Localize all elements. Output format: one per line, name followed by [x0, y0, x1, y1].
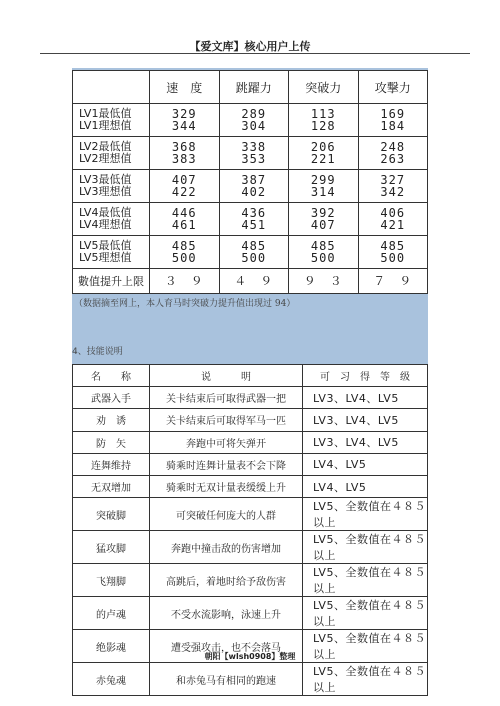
skill-description: 关卡结束后可取得武器一把	[150, 387, 303, 409]
level-ideal-label: LV1理想值	[79, 119, 132, 132]
skill-level: LV3、LV4、LV5	[303, 387, 428, 409]
stat-ideal-value: 304	[241, 119, 267, 133]
stat-ideal-value: 500	[310, 251, 336, 265]
stat-ideal-value: 344	[171, 119, 197, 133]
stat-value-cell	[358, 170, 428, 203]
skill-name: 突破脚	[73, 498, 150, 531]
stat-ideal-value: 451	[241, 218, 267, 232]
stat-min-value: 329	[171, 107, 197, 121]
level-min-label: LV2最低值	[79, 140, 132, 153]
stat-value-cell	[358, 203, 428, 236]
level-min-label: LV4最低值	[79, 206, 132, 219]
level-ideal-label: LV3理想值	[79, 185, 132, 198]
skill-description: 和赤兔马有相同的跑速	[150, 663, 303, 696]
skill-row	[73, 431, 428, 453]
level-ideal-label: LV4理想值	[79, 218, 132, 231]
skill-row	[73, 597, 428, 630]
stat-value-cell	[219, 104, 289, 137]
skill-description: 高跳后，着地时给予敌伤害	[150, 564, 303, 597]
skill-level: LV5、全数值在４８５以上	[303, 630, 428, 663]
stats-header-row	[73, 71, 428, 104]
stats-limit-value: ３ ９	[150, 269, 220, 294]
skill-name: 飞翔脚	[73, 564, 150, 597]
skill-level: LV4、LV5	[303, 453, 428, 475]
skill-row	[73, 475, 428, 497]
stat-min-value: 113	[310, 107, 336, 121]
stats-header-cell	[73, 71, 150, 104]
skill-name: 武器入手	[73, 387, 150, 409]
stats-header-cell: 突破力	[289, 71, 359, 104]
stat-min-value: 406	[380, 206, 406, 220]
level-label	[73, 104, 150, 137]
skill-level: LV3、LV4、LV5	[303, 409, 428, 431]
stat-ideal-value: 342	[380, 185, 406, 199]
skill-name: 劝 诱	[73, 409, 150, 431]
skill-description: 关卡结束后可取得军马一匹	[150, 409, 303, 431]
skill-row	[73, 531, 428, 564]
stat-value-cell	[219, 170, 289, 203]
skills-header-cell: 说 明	[150, 365, 303, 387]
skill-name: 猛攻脚	[73, 531, 150, 564]
skill-level: LV5、全数值在４８５以上	[303, 564, 428, 597]
skills-header-cell: 名 称	[73, 365, 150, 387]
stats-limit-row	[73, 269, 428, 294]
skill-description: 骑乘时无双计量表缓缓上升	[150, 475, 303, 497]
stats-table	[72, 70, 428, 294]
stats-limit-value: ４ ９	[219, 269, 289, 294]
skill-description: 骑乘时连舞计量表不会下降	[150, 453, 303, 475]
skill-name: 绝影魂	[73, 630, 150, 663]
level-min-label: LV5最低值	[79, 239, 132, 252]
skill-description: 奔跑中可将矢弹开	[150, 431, 303, 453]
stat-ideal-value: 353	[241, 152, 267, 166]
stat-ideal-value: 421	[380, 218, 406, 232]
stats-limit-label: 數值提升上限	[73, 269, 150, 294]
level-min-label: LV3最低值	[79, 173, 132, 186]
skills-header-cell: 可 习 得 等 级	[303, 365, 428, 387]
stat-ideal-value: 184	[380, 119, 406, 133]
skill-name: 连舞维持	[73, 453, 150, 475]
stats-row	[73, 137, 428, 170]
stat-min-value: 407	[171, 173, 197, 187]
stat-min-value: 299	[310, 173, 336, 187]
stat-value-cell	[150, 203, 220, 236]
level-ideal-label: LV5理想值	[79, 251, 132, 264]
stats-row	[73, 170, 428, 203]
stat-ideal-value: 422	[171, 185, 197, 199]
stat-value-cell	[289, 236, 359, 269]
level-min-label: LV1最低值	[79, 107, 132, 120]
skills-table	[72, 364, 428, 696]
stat-min-value: 446	[171, 206, 197, 220]
stat-ideal-value: 263	[380, 152, 406, 166]
skill-name: 无双增加	[73, 475, 150, 497]
stat-value-cell	[150, 170, 220, 203]
stat-min-value: 392	[310, 206, 336, 220]
stat-value-cell	[358, 236, 428, 269]
skill-row	[73, 564, 428, 597]
level-label	[73, 203, 150, 236]
skill-description: 遭受强攻击，也不会落马	[150, 630, 303, 663]
stat-ideal-value: 221	[310, 152, 336, 166]
stat-min-value: 436	[241, 206, 267, 220]
stat-value-cell	[219, 137, 289, 170]
stats-limit-value: ９ ３	[289, 269, 359, 294]
stat-ideal-value: 407	[310, 218, 336, 232]
stat-ideal-value: 500	[241, 251, 267, 265]
stat-min-value: 368	[171, 140, 197, 154]
stats-row	[73, 203, 428, 236]
stat-min-value: 248	[380, 140, 406, 154]
stat-min-value: 338	[241, 140, 267, 154]
level-label	[73, 236, 150, 269]
skill-description: 不受水流影响，泳速上升	[150, 597, 303, 630]
stats-row	[73, 104, 428, 137]
stat-min-value: 169	[380, 107, 406, 121]
stat-value-cell	[358, 137, 428, 170]
skill-level: LV5、全数值在４８５以上	[303, 498, 428, 531]
skill-name: 防 矢	[73, 431, 150, 453]
data-source-note: （数据摘至网上，本人育马时突破力提升值出现过 94）	[74, 299, 296, 309]
stat-value-cell	[289, 137, 359, 170]
header-divider	[40, 53, 470, 54]
skill-name: 的卢魂	[73, 597, 150, 630]
stat-value-cell	[289, 104, 359, 137]
stat-min-value: 387	[241, 173, 267, 187]
page-footer: 朝阳【wlsh0908】整理	[204, 652, 296, 661]
stat-min-value: 485	[380, 239, 406, 253]
skill-level: LV3、LV4、LV5	[303, 431, 428, 453]
skills-header-row	[73, 365, 428, 387]
skill-level: LV4、LV5	[303, 475, 428, 497]
skill-name: 赤兔魂	[73, 663, 150, 696]
stat-ideal-value: 500	[380, 251, 406, 265]
level-label	[73, 137, 150, 170]
page-header: 【爱文库】核心用户上传	[189, 40, 311, 53]
stats-row	[73, 236, 428, 269]
skill-row	[73, 409, 428, 431]
skill-row	[73, 663, 428, 696]
level-ideal-label: LV2理想值	[79, 152, 132, 165]
stat-value-cell	[289, 203, 359, 236]
skill-row	[73, 498, 428, 531]
stat-ideal-value: 500	[171, 251, 197, 265]
stat-value-cell	[358, 104, 428, 137]
stat-min-value: 206	[310, 140, 336, 154]
stat-ideal-value: 383	[171, 152, 197, 166]
skill-description: 奔跑中撞击敌的伤害增加	[150, 531, 303, 564]
section-title: 4、技能说明	[72, 347, 123, 357]
skill-row	[73, 453, 428, 475]
stat-value-cell	[219, 236, 289, 269]
stat-value-cell	[150, 137, 220, 170]
skill-level: LV5、全数值在４８５以上	[303, 531, 428, 564]
stat-min-value: 289	[241, 107, 267, 121]
stats-header-cell: 攻撃力	[358, 71, 428, 104]
stat-min-value: 485	[241, 239, 267, 253]
stat-ideal-value: 128	[310, 119, 336, 133]
skill-level: LV5、全数值在４８５以上	[303, 597, 428, 630]
stat-min-value: 485	[171, 239, 197, 253]
stats-header-cell: 速 度	[150, 71, 220, 104]
stat-min-value: 485	[310, 239, 336, 253]
stats-limit-value: ７ ９	[358, 269, 428, 294]
stat-value-cell	[150, 236, 220, 269]
stat-ideal-value: 314	[310, 185, 336, 199]
stats-header-cell: 跳躍力	[219, 71, 289, 104]
stat-value-cell	[289, 170, 359, 203]
stat-ideal-value: 402	[241, 185, 267, 199]
stat-value-cell	[150, 104, 220, 137]
stat-min-value: 327	[380, 173, 406, 187]
level-label	[73, 170, 150, 203]
skill-level: LV5、全数值在４８５以上	[303, 663, 428, 696]
skill-description: 可突破任何庞大的人群	[150, 498, 303, 531]
skill-row	[73, 387, 428, 409]
stat-ideal-value: 461	[171, 218, 197, 232]
stat-value-cell	[219, 203, 289, 236]
